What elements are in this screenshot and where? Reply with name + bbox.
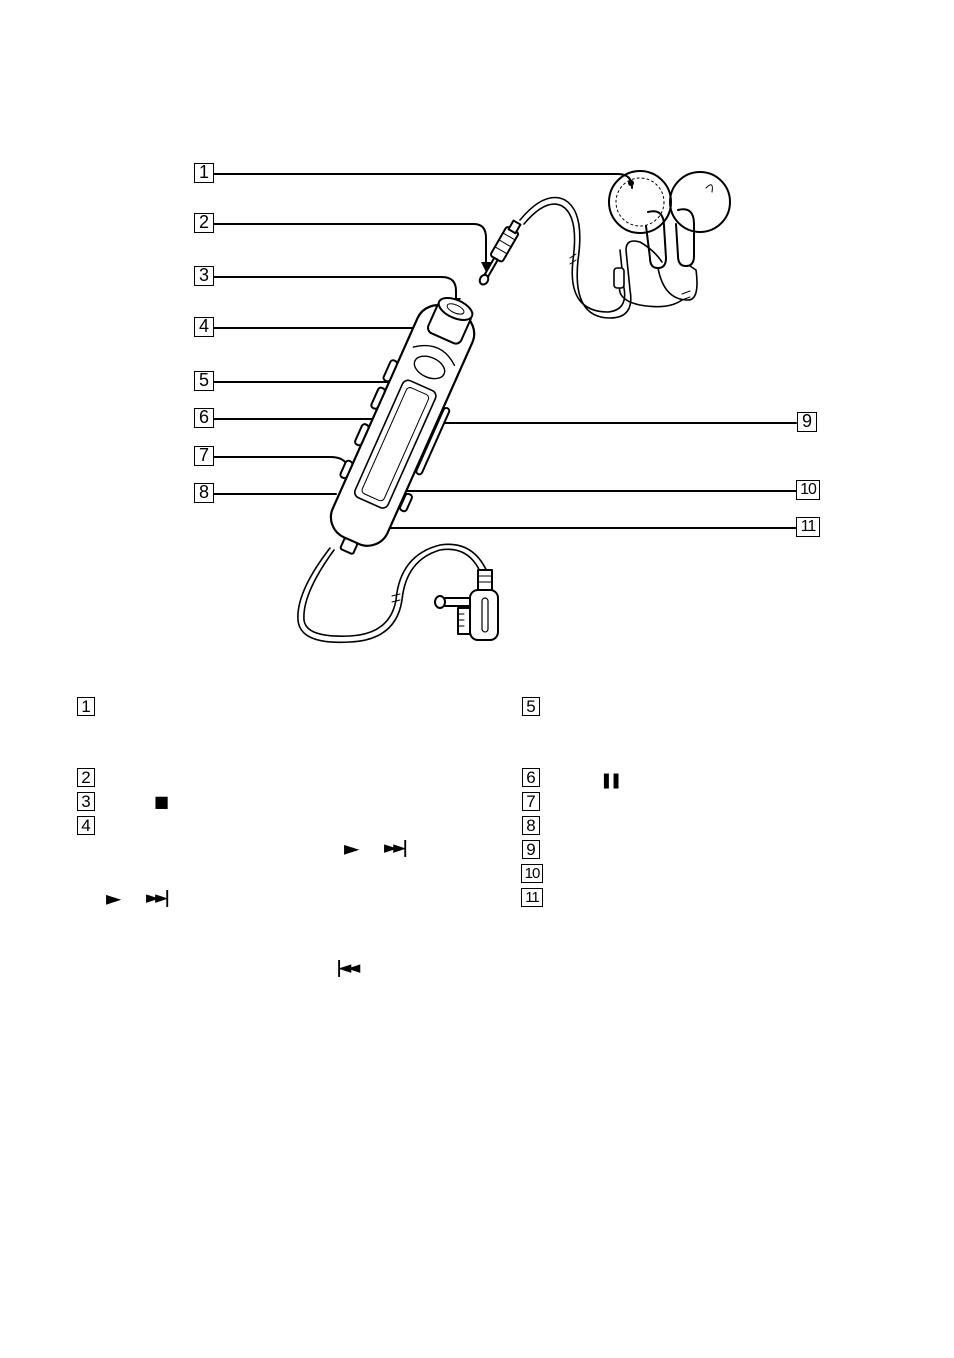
legend-num-11: 11: [521, 888, 543, 907]
legend-num-10: 10: [521, 864, 543, 883]
callout-8: 8: [194, 483, 214, 503]
earbud-left: [609, 171, 671, 268]
stereo-plug: [435, 570, 498, 640]
stop-icon: ■: [154, 792, 170, 811]
legend-num-6: 6: [522, 768, 540, 787]
legend-num-7: 7: [522, 792, 540, 811]
callout-11: 11: [796, 517, 820, 537]
callout-2: 2: [194, 213, 214, 233]
next-track-icon: ►►|: [384, 838, 405, 858]
callout-9: 9: [797, 412, 817, 432]
play-icon: ►: [344, 836, 360, 860]
callout-1: 1: [194, 163, 214, 183]
play-icon-2: ►: [106, 886, 122, 910]
legend-num-4: 4: [77, 816, 95, 835]
callout-4: 4: [194, 317, 214, 337]
next-track-icon-2: ►►|: [146, 888, 167, 908]
legend-num-2: 2: [77, 768, 95, 787]
leader-lines: [214, 174, 796, 528]
callout-7: 7: [194, 446, 214, 466]
earbud-right: [670, 172, 730, 266]
callout-5: 5: [194, 371, 214, 391]
callout-10: 10: [796, 480, 820, 500]
legend-num-3: 3: [77, 792, 95, 811]
headphone-cord: [520, 198, 697, 319]
legend-num-1: 1: [77, 697, 95, 716]
legend-num-9: 9: [522, 840, 540, 859]
pause-icon: ❚❚: [600, 771, 620, 789]
legend-num-5: 5: [522, 697, 540, 716]
callout-3: 3: [194, 266, 214, 286]
headphone-plug: [475, 219, 523, 287]
legend-num-8: 8: [522, 816, 540, 835]
previous-track-icon: |◄◄: [336, 958, 357, 978]
callout-6: 6: [194, 408, 214, 428]
